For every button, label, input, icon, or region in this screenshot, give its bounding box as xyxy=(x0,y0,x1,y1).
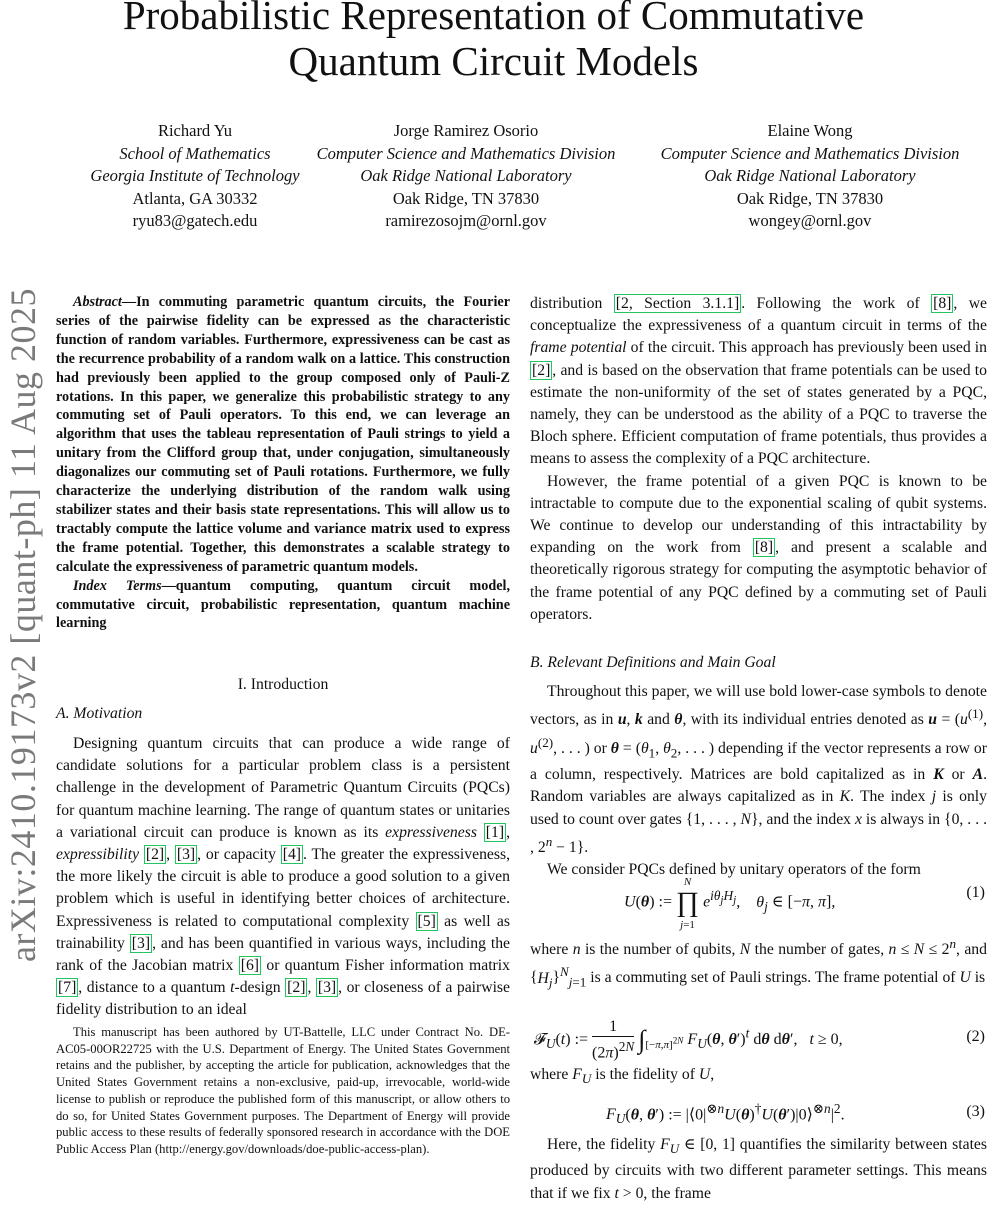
citation-link[interactable]: [7] xyxy=(58,979,77,997)
author-name: Richard Yu xyxy=(157,121,233,140)
footnote: This manuscript has been authored by UT-Battelle, LLC under Contract No. DE-AC05-00OR22725 with the U.S. Department of Energy. The United States Government retains and the publisher, by accepting the article for publication, acknowledges that the United States Government retains a non-exclusive, paid-up, irrevocable, world-wide license to publish or reproduce the published form of this manuscript, or allow others to do so, for United States Government purposes. The Department of Energy will provide public access to these results of federally sponsored research in accordance with the DOE Public Access Plan (http://energy.gov/downloads/doe-public-access-plan). xyxy=(56,1025,510,1156)
citation-link[interactable]: [3] xyxy=(317,979,337,997)
author-name: Jorge Ramirez Osorio xyxy=(393,121,539,140)
fidelity-explanation: Here, the fidelity $F_U$ ∈ [0, 1] quantifies the similarity between states produced by circuits with two different parameter settings. This means that if we fix t > 0, the frame xyxy=(530,1136,987,1202)
author-3 xyxy=(640,120,980,233)
equation-explanation: where n is the number of qubits, N the number of gates, $n \le N \le 2^n$, and $\{H_j\}^N_{j=1}$ is a commuting set of Pauli strings. The frame potential of U is xyxy=(530,936,987,990)
equation-number: (1) xyxy=(966,884,985,901)
author-address: Oak Ridge, TN 37830 xyxy=(736,188,884,208)
title-line-1: Probabilistic Representation of Commutative xyxy=(122,0,865,38)
author-org: Oak Ridge National Laboratory xyxy=(360,166,572,185)
citation-link[interactable]: [2] xyxy=(532,361,551,379)
citation-link[interactable]: [4] xyxy=(282,846,302,864)
author-org: Oak Ridge National Laboratory xyxy=(704,166,916,185)
author-address: Oak Ridge, TN 37830 xyxy=(392,188,540,208)
author-dept: Computer Science and Mathematics Division xyxy=(316,143,616,163)
citation-link[interactable]: [6] xyxy=(240,957,260,975)
right-column-text: distribution [2, Section 3.1.1] . Following the work of [8] , we conceptualize the expressiveness of a quantum circuit in terms of the frame potential of the circuit. This approach has previously been used in [2] , and is based on the observation that frame potentials can be used to estimate the non-uniformity of the set of states generated by a PQC, namely, they can be understood as the ability of a PQC to traverse the Bloch sphere. Efficient computation of frame potentials, thus provides a means to assess the complexity of a PQC architecture. However, the frame potential of a given PQC is known to be intractable to compute due to the exponential scaling of qubit systems. We continue to develop our understanding of this intractability by expanding on the work from [8] , and present a scalable and theoretically rigorous strategy for computing the asymptotic behavior of the frame potential of any PQC defined by a commuting set of Pauli operators. xyxy=(530,295,987,623)
citation-link[interactable]: [8] xyxy=(754,539,774,557)
author-dept: School of Mathematics xyxy=(119,143,271,163)
author-name: Elaine Wong xyxy=(767,121,853,140)
definitions-text: Throughout this paper, we will use bold lower-case symbols to denote vectors, as in u, k and θ, with its individual entries denoted as $u = (u^{(1)}$, $u^{(2)}$, . . . ) or $\theta = (\theta_1$, $\theta_2$, . . . ) depending if the vector represents a row or a column, respectively. Matrices are bold capitalized as in K or A. Random variables are always capitalized as in K. The index j is only used to count over gates {1, . . . , N}, and the index x is always in {0, . . . , $2^n - 1$}. We consider PQCs defined by unitary operators of the form xyxy=(530,683,987,879)
subsection-motivation: A. Motivation xyxy=(56,705,143,722)
author-dept: Computer Science and Mathematics Division xyxy=(660,143,960,163)
citation-link[interactable]: [3] xyxy=(131,934,151,952)
title-line-2: Quantum Circuit Models xyxy=(288,38,699,84)
arxiv-stamp: arXiv:2410.19173v2 [quant-ph] 11 Aug 2025 xyxy=(3,287,43,963)
author-address: Atlanta, GA 30332 xyxy=(132,188,258,208)
author-org: Georgia Institute of Technology xyxy=(90,166,300,185)
citation-link[interactable]: [2] xyxy=(287,979,306,997)
citation-link[interactable]: [2, Section 3.1.1] xyxy=(615,295,740,312)
abstract-text: —In commuting parametric quantum circuits, the Fourier series of the pairwise fidelity can be expressed as the characteristic function of random variables. Furthermore, expressiveness can be cast as the recurrence probability of a random walk on a lattice. This construction had previously been applied to the group composed only of Pauli-Z rotations. In this paper, we generalize this probabilistic strategy to any commuting set of Pauli operators. To this end, we can leverage an algorithm that uses the tableau representation of Pauli strings to yield a unitary from the Clifford group that, under conjugation, simultaneously diagonalizes our commuting set of Pauli rotations. Furthermore, we fully characterize the underlying distribution of the random walk using stabilizer states and their basis state representations. This will allow us to tractably compute the lattice volume and variance matrix used to express the frame potential. Together, this demonstrates a scalable strategy to calculate the expressiveness of parametric quantum models. xyxy=(56,294,510,575)
intro-paragraph: Designing quantum circuits that can produce a wide range of candidate solutions for a particular problem class is a persistent challenge in the development of Parametric Quantum Circuits (PQCs) for quantum machine learning. The range of quantum states or unitaries a variational circuit can produce is known as its expressiveness [1] , expressibility [2] , [3] , or capacity [4] . The greater the expressiveness, the more likely the circuit is able to produce a good solution to a given problem which is useful in identifying better choices of architecture. Expressiveness is related to computational complexity [5] as well as trainability [3] , and has been quantified in various ways, including the rank of the Jacobian matrix [6] or quantum Fisher information matrix [7] , distance to a quantum t-design [2] , [3] , or closeness of a pairwise fidelity distribution to an ideal xyxy=(56,735,511,1019)
citation-link[interactable]: [3] xyxy=(176,846,196,864)
section-heading: I. Introduction xyxy=(237,676,329,693)
abstract xyxy=(56,293,510,633)
author-email[interactable]: ramirezosojm@ornl.gov xyxy=(385,211,547,230)
author-2 xyxy=(296,120,636,233)
subsection-definitions: B. Relevant Definitions and Main Goal xyxy=(530,654,776,671)
paper-title xyxy=(0,0,987,84)
equation-number: (2) xyxy=(966,1028,985,1045)
index-terms-text: —quantum computing, quantum circuit model, commutative circuit, probabilistic representation, quantum machine learning xyxy=(56,577,510,632)
equation-1: U(θ) := N ∏ j=1 $e^{i\theta_jH_j}$, $\theta_j$ ∈ [−π, π], (1) xyxy=(624,876,985,931)
author-email[interactable]: wongey@ornl.gov xyxy=(748,211,872,230)
abstract-label: Abstract xyxy=(73,294,122,310)
citation-link[interactable]: [5] xyxy=(417,912,436,930)
citation-link[interactable]: [2] xyxy=(145,846,165,864)
equation-number: (3) xyxy=(966,1103,985,1120)
citation-link[interactable]: [1] xyxy=(485,823,505,841)
author-email[interactable]: ryu83@gatech.edu xyxy=(132,211,258,230)
equation-2: 𝓕$_U$(t) := $\frac{1}{(2\pi)^{2N}} \int_{[-\pi,\pi]^{2N}}$ $F_U(\theta$, θ′)$^t$ dθ dθ′, t ≥ 0, (2) xyxy=(534,1018,985,1062)
equation-3: $F_U(\theta$, θ′) := $|⟨0|^{\otimes n}U(\theta)^\dagger U(\theta')|0⟩^{\otimes n}|^2$. (3) xyxy=(606,1101,985,1127)
citation-link[interactable]: [8] xyxy=(933,295,952,312)
index-terms-label: Index Terms xyxy=(73,577,162,594)
fidelity-intro: where $F_U$ is the fidelity of U, xyxy=(530,1066,715,1087)
